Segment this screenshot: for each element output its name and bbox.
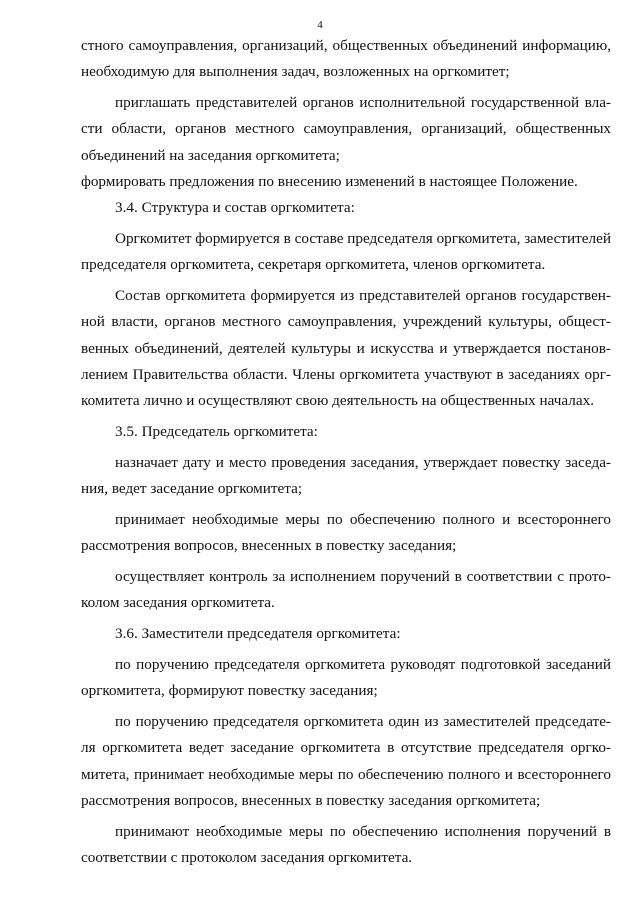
text-line: оргкомитета, формируют повестку заседания; [81,682,378,700]
text-line: назначает дату и место проведения заседания, утверждает повестку заседа- [115,453,611,471]
text-line: осуществляет контроль за исполнением поручений в соответствии с прото- [115,568,611,586]
text-line: сти области, органов местного самоуправления, организаций, общественных [81,120,611,138]
text-line: колом заседания оргкомитета. [81,594,275,612]
text-line: ния, ведет заседание оргкомитета; [81,480,303,498]
text-line: по поручению председателя оргкомитета один из заместителей председате- [115,713,611,731]
text-line: приглашать представителей органов исполнительной государственной вла- [115,94,611,112]
text-line: лением Правительства области. Члены оргкомитета участвуют в заседаниях орг- [81,366,611,384]
text-line: венных объединений, деятелей культуры и искусства и утверждается постанов- [81,339,611,357]
document-body [81,33,611,871]
text-line: принимает необходимые меры по обеспечению полного и всестороннего [115,511,611,529]
text-line: стного самоуправления, организаций, общественных объединений информацию, [81,37,611,54]
section-heading: 3.6. Заместители председателя оргкомитета: [115,625,401,643]
text-line: митета, принимает необходимые меры по обеспечению полного и всестороннего [81,765,611,783]
text-line: Состав оргкомитета формируется из представителей органов государствен- [115,287,611,305]
text-line: Оргкомитет формируется в составе председателя оргкомитета, заместителей [115,230,611,248]
text-line: по поручению председателя оргкомитета руководят подготовкой заседаний [115,656,611,674]
text-line: председателя оргкомитета, секретаря оргкомитета, членов оргкомитета. [81,256,546,274]
text-line: объединений на заседания оргкомитета; [81,146,340,164]
text-line: соответствии с протоколом заседания оргкомитета. [81,849,413,867]
section-heading: 3.5. Председатель оргкомитета: [115,423,318,441]
text-line: ля оргкомитета ведет заседание оргкомитета в отсутствие председателя оргко- [81,739,611,757]
text-line: ной власти, органов местного самоуправления, учреждений культуры, общест- [81,313,611,331]
text-line: комитета лично и осуществляют свою деятельность на общественных началах. [81,392,595,410]
text-line: необходимую для выполнения задач, возложенных на оргкомитет; [81,63,510,81]
page-number: 4 [317,19,323,31]
text-line: принимают необходимые меры по обеспечению исполнения поручений в [115,822,611,840]
text-line: формировать предложения по внесению изменений в настоящее Положение. [81,172,578,190]
section-heading: 3.4. Структура и состав оргкомитета: [115,199,355,217]
text-line: рассмотрения вопросов, внесенных в повестку заседания оргкомитета; [81,792,541,810]
text-line: рассмотрения вопросов, внесенных в повестку заседания; [81,537,457,555]
